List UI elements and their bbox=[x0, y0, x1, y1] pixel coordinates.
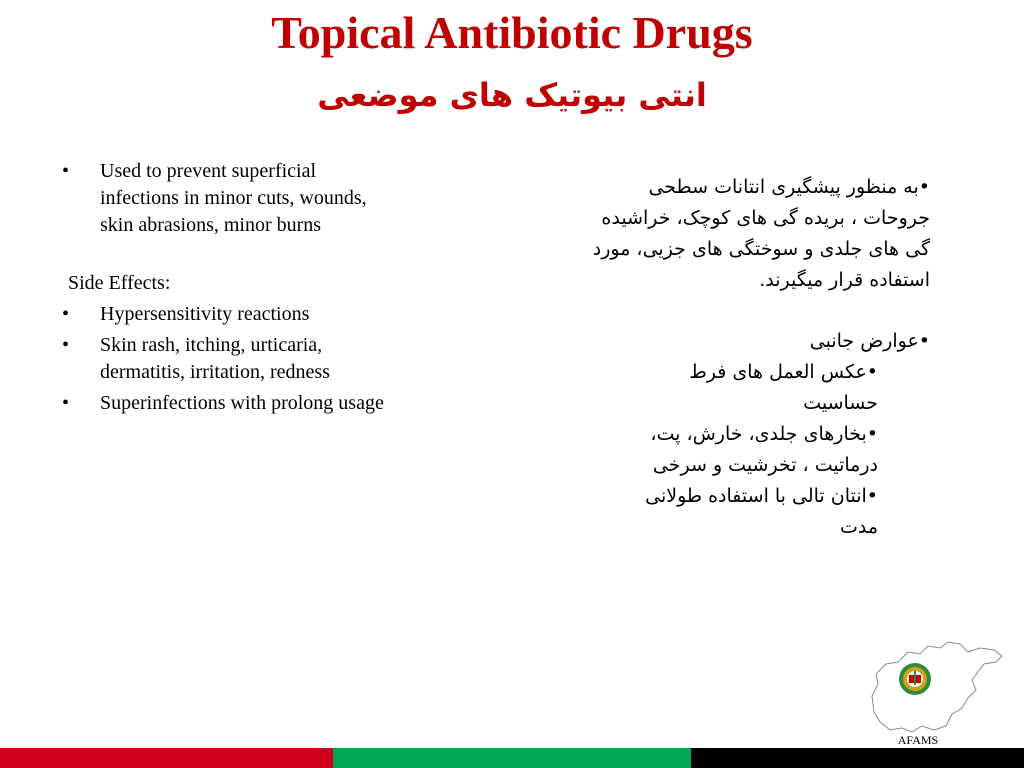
persian-intro: •به منظور پیشگیری انتانات سطحی جروحات ، بریده گی های کوچک، خراشیده گی های جلدی و سوختگی های جزیی، مورد استفاده قرار میگیرند. bbox=[592, 176, 930, 291]
bullet-dot: • bbox=[62, 160, 70, 182]
persian-side-effect: •عکس العمل های فرط حساسیت bbox=[689, 361, 878, 414]
bullet-dot: • bbox=[62, 334, 70, 356]
persian-side-effect: •بخارهای جلدی، خارش، پت، درماتیت ، تخرشیت و سرخی bbox=[650, 423, 878, 476]
side-effect-text: Skin rash, itching, urticaria, dermatitis, irritation, redness bbox=[100, 334, 330, 383]
persian-side-effects-heading: •عوارض جانبی bbox=[809, 330, 930, 352]
english-content bbox=[62, 158, 392, 417]
flag-black-segment bbox=[691, 748, 1024, 768]
afghanistan-map-icon bbox=[868, 634, 1008, 744]
bullet-dot: • bbox=[62, 392, 70, 414]
flag-red-segment bbox=[0, 748, 333, 768]
bullet-dot: • bbox=[62, 303, 70, 325]
bullet-item bbox=[62, 158, 392, 239]
flag-bar bbox=[0, 748, 1024, 768]
side-effect-text: Hypersensitivity reactions bbox=[100, 303, 310, 325]
intro-text: Used to prevent superficial infections in minor cuts, wounds, skin abrasions, minor burns bbox=[100, 160, 367, 236]
side-effects-heading: Side Effects: bbox=[68, 272, 171, 294]
bullet-item bbox=[62, 390, 392, 417]
emblem-icon bbox=[898, 662, 932, 696]
slide-title: Topical Antibiotic Drugs bbox=[271, 7, 753, 58]
persian-content bbox=[590, 172, 930, 543]
persian-side-effects-list bbox=[638, 357, 930, 543]
slide-title-persian: انتی بیوتیک های موضعی bbox=[317, 76, 707, 114]
afams-logo bbox=[868, 634, 1008, 744]
persian-side-effect: •انتان تالی با استفاده طولانی مدت bbox=[645, 485, 878, 538]
flag-green-segment bbox=[333, 748, 691, 768]
side-effect-text: Superinfections with prolong usage bbox=[100, 392, 384, 414]
logo-label: AFAMS bbox=[897, 733, 939, 747]
bullet-item bbox=[62, 332, 392, 386]
bullet-item bbox=[62, 301, 392, 328]
